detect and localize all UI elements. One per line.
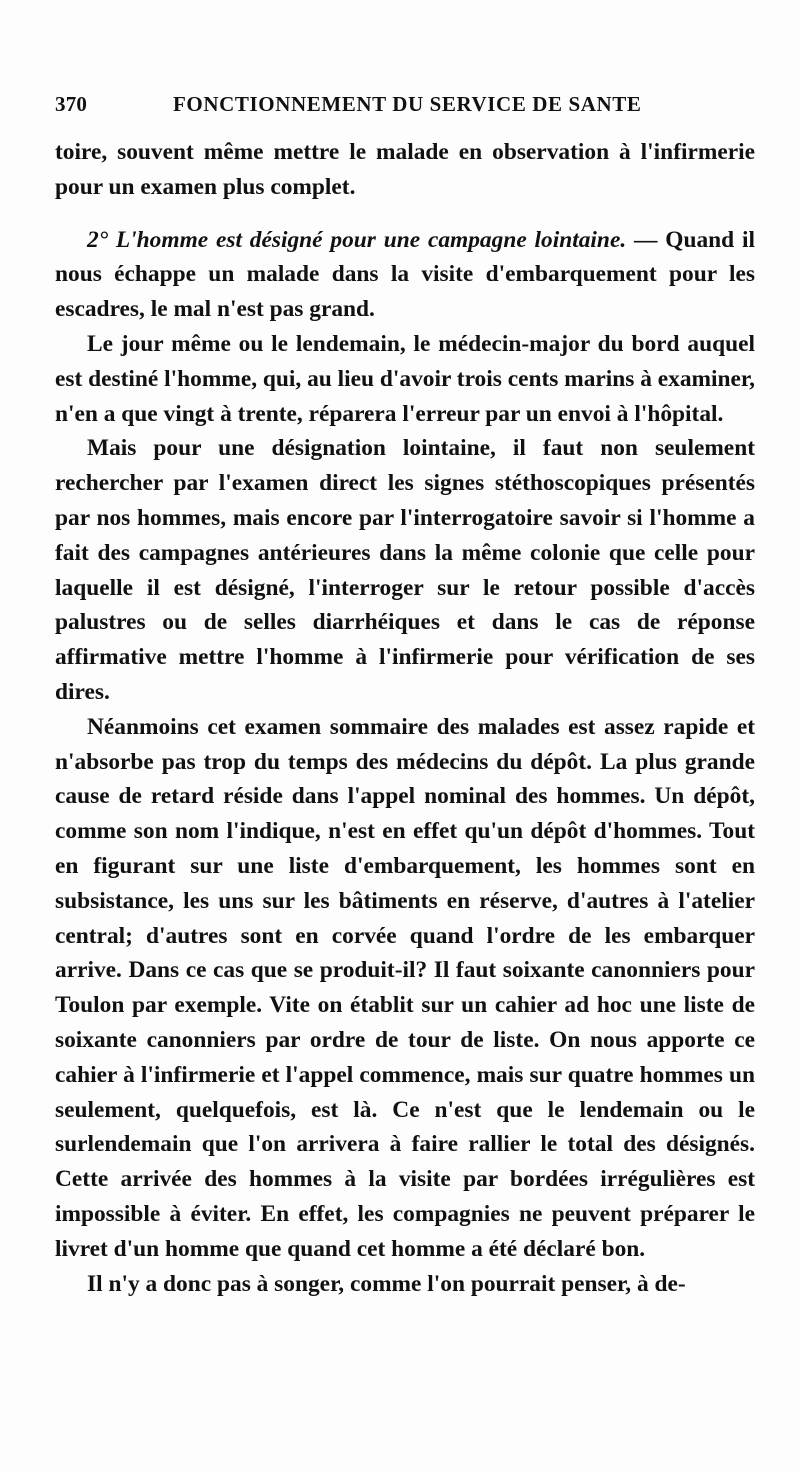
paragraph-section-2 <box>55 223 755 327</box>
page-number: 370 <box>55 92 88 116</box>
running-title: FONCTIONNEMENT DU SERVICE DE SANTE <box>173 92 642 116</box>
section-text: — Quand il nous échappe un malade dans la visite d'embarquement pour les escadres, le mal n'est pas grand. <box>55 226 755 323</box>
paragraph: Mais pour une désignation lointaine, il faut non seulement rechercher par l'examen direct les signes stéthoscopiques présentés par nos hommes, mais encore par l'interrogatoire savoir si l'homme a fait des campagnes antérieures dans la même colonie que celle pour laquelle il est désigné, l'interroger sur le retour possible d'accès palustres ou de selles diarrhéiques et dans le cas de réponse affirmative mettre l'homme à l'infirmerie pour vérification de ses dires. <box>55 435 755 705</box>
page-header <box>55 92 755 126</box>
paragraph: Le jour même ou le lendemain, le médecin-major du bord auquel est destiné l'homme, qui, au lieu d'avoir trois cents marins à examiner, n'en a que vingt à trente, réparera l'erreur par un envoi à l'hôpital. <box>55 330 755 427</box>
body-text <box>55 135 755 1301</box>
paragraph: Il n'y a donc pas à songer, comme l'on pourrait penser, à de- <box>87 1270 686 1297</box>
paragraph: Néanmoins cet examen sommaire des malades est assez rapide et n'absorbe pas trop du temps des médecins du dépôt. La plus grande cause de retard réside dans l'appel nominal des hommes. Un dépôt, comme son nom l'indique, n'est en effet qu'un dépôt d'hommes. Tout en figurant sur une liste d'embarquement, les hommes sont en subsistance, les uns sur les bâtiments en réserve, d'autres à l'atelier central; d'autres sont en corvée quand l'ordre de les embarquer arrive. Dans ce cas que se produit-il? Il faut soixante canonniers pour Toulon par exemple. Vite on établit sur un cahier ad hoc une liste de soixante canonniers par ordre de tour de liste. On nous apporte ce cahier à l'infirmerie et l'appel commence, mais sur quatre hommes un seulement, quelquefois, est là. Ce n'est que le lendemain ou le surlendemain que l'on arrivera à faire rallier le total des désignés. Cette arrivée des hommes à la visite par bordées irrégulières est impossible à éviter. En effet, les compagnies ne peuvent préparer le livret d'un homme que quand cet homme a été déclaré bon. <box>55 713 755 1262</box>
paragraph-continuation: toire, souvent même mettre le malade en observation à l'infirmerie pour un examen plus complet. <box>55 139 755 200</box>
section-heading: 2° L'homme est désigné pour une campagne lointaine. <box>87 226 627 253</box>
